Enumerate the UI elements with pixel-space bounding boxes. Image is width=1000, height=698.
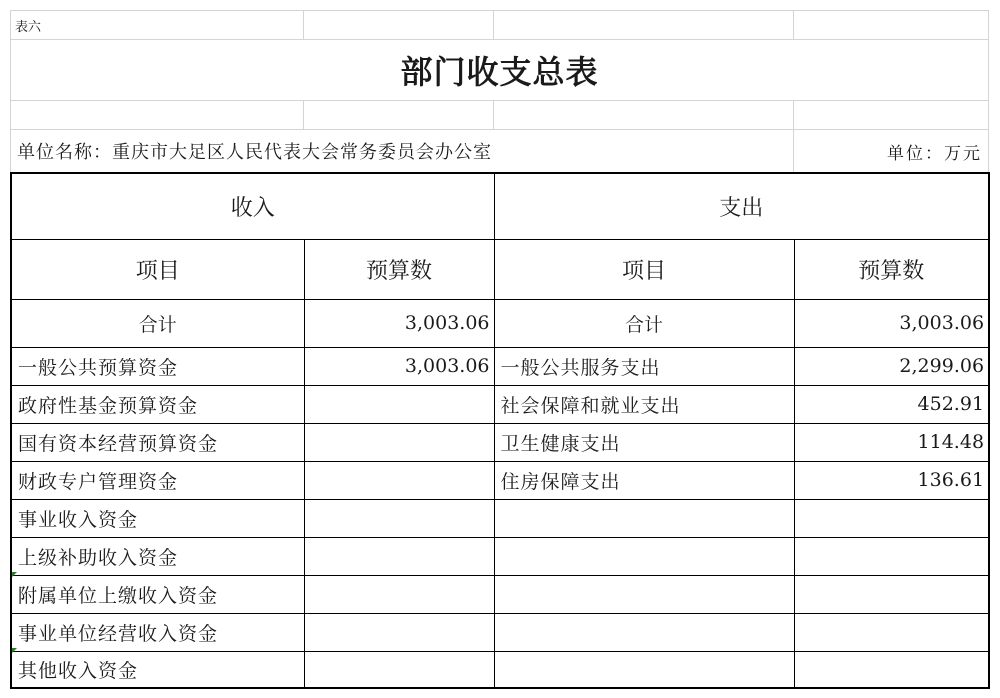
expense-item — [494, 499, 794, 537]
spreadsheet — [10, 10, 988, 689]
income-item: 上级补助收入资金 — [11, 537, 304, 575]
income-item: 国有资本经营预算资金 — [11, 423, 304, 461]
income-item: 财政专户管理资金 — [11, 461, 304, 499]
income-item: 政府性基金预算资金 — [11, 385, 304, 423]
expense-item-header: 项目 — [494, 239, 794, 299]
income-item: 事业单位经营收入资金 — [11, 613, 304, 651]
cell-marker — [12, 648, 17, 653]
expense-value: 114.48 — [794, 423, 989, 461]
income-value — [304, 423, 494, 461]
expense-value — [794, 575, 989, 613]
expense-item: 住房保障支出 — [494, 461, 794, 499]
expense-value — [794, 537, 989, 575]
expense-value: 452.91 — [794, 385, 989, 423]
section-header-row — [11, 173, 989, 239]
table-row — [11, 537, 989, 575]
table-number: 表六 — [11, 11, 304, 40]
table-row — [11, 613, 989, 651]
unit-label: 单位：万元 — [794, 130, 989, 173]
expense-total-label: 合计 — [494, 299, 794, 347]
page-title: 部门收支总表 — [11, 40, 989, 101]
expense-item — [494, 575, 794, 613]
cell-marker — [12, 572, 17, 577]
income-item: 事业收入资金 — [11, 499, 304, 537]
sheet-header-grid — [10, 10, 989, 173]
expense-value — [794, 613, 989, 651]
expense-item: 社会保障和就业支出 — [494, 385, 794, 423]
table-row — [11, 499, 989, 537]
income-value — [304, 575, 494, 613]
unit-name: 单位名称：重庆市大足区人民代表大会常务委员会办公室 — [11, 130, 794, 173]
table-row — [11, 651, 989, 688]
expense-value — [794, 499, 989, 537]
income-total-value: 3,003.06 — [304, 299, 494, 347]
income-value — [304, 537, 494, 575]
expense-item — [494, 537, 794, 575]
income-total-label: 合计 — [11, 299, 304, 347]
expense-value — [794, 651, 989, 688]
income-value — [304, 385, 494, 423]
income-value — [304, 461, 494, 499]
budget-table — [10, 172, 990, 689]
income-value — [304, 613, 494, 651]
table-row — [11, 575, 989, 613]
expense-header: 支出 — [494, 173, 989, 239]
table-row — [11, 461, 989, 499]
income-value: 3,003.06 — [304, 347, 494, 385]
income-item: 附属单位上缴收入资金 — [11, 575, 304, 613]
income-item-header: 项目 — [11, 239, 304, 299]
income-item: 一般公共预算资金 — [11, 347, 304, 385]
expense-item — [494, 651, 794, 688]
expense-item: 一般公共服务支出 — [494, 347, 794, 385]
expense-item: 卫生健康支出 — [494, 423, 794, 461]
expense-value: 136.61 — [794, 461, 989, 499]
expense-total-value: 3,003.06 — [794, 299, 989, 347]
expense-budget-header: 预算数 — [794, 239, 989, 299]
income-value — [304, 651, 494, 688]
table-row — [11, 347, 989, 385]
income-item: 其他收入资金 — [11, 651, 304, 688]
expense-item — [494, 613, 794, 651]
income-header: 收入 — [11, 173, 494, 239]
total-row — [11, 299, 989, 347]
table-row — [11, 423, 989, 461]
income-value — [304, 499, 494, 537]
table-row — [11, 385, 989, 423]
expense-value: 2,299.06 — [794, 347, 989, 385]
column-header-row — [11, 239, 989, 299]
income-budget-header: 预算数 — [304, 239, 494, 299]
